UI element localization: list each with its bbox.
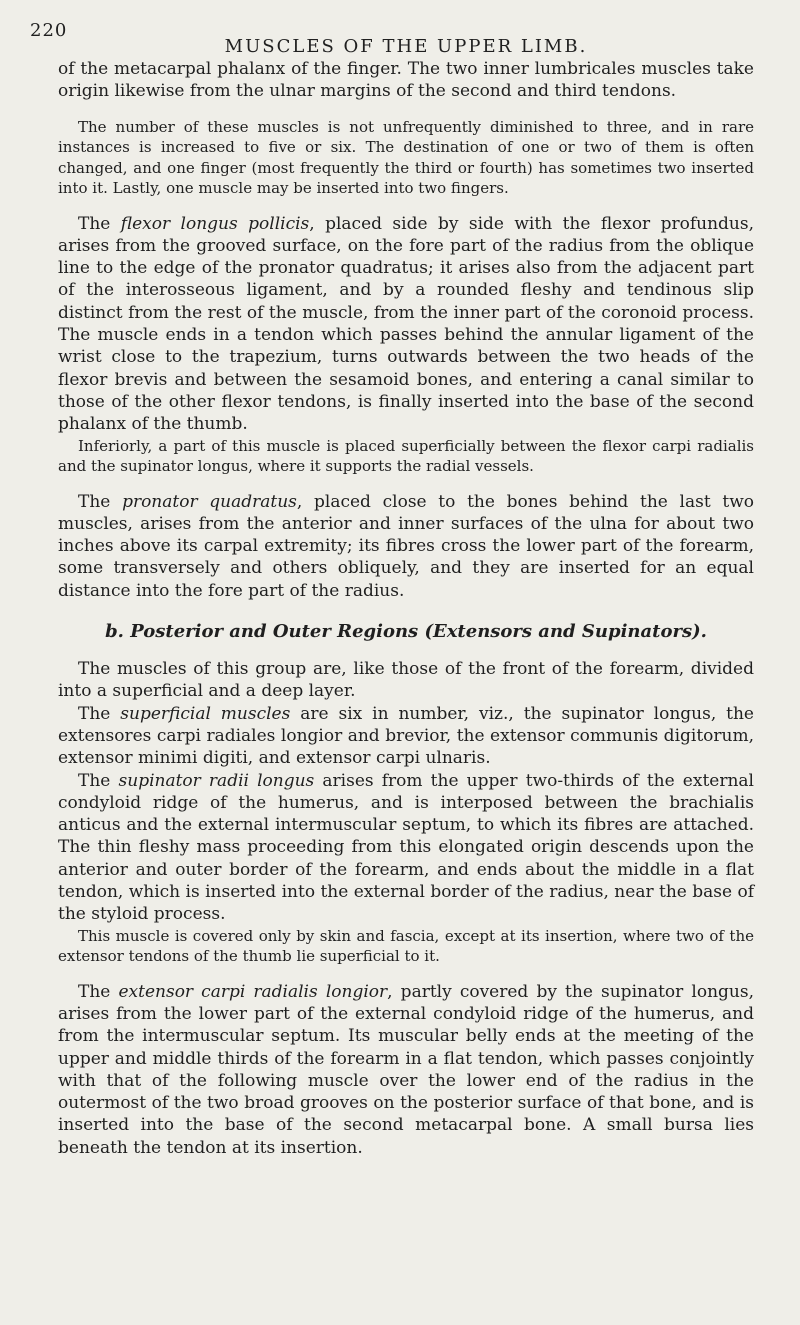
page-number: 220 — [30, 20, 68, 41]
paragraph-text: , placed close to the bones behind the last two muscles, arises from the anterior and inner surfaces of the ulna for about two inches above its carpal extremity; its fibres cross the lower part of the forearm, some transversely and others obliquely, and they are inserted for an equal distance into the fore part of the radius. — [58, 491, 754, 601]
lead-word: The — [78, 491, 111, 512]
paragraph-supinator-covering — [58, 926, 754, 967]
lead-word: The — [78, 703, 111, 724]
paragraph-lumbricales-tendons — [58, 58, 754, 103]
paragraph-lumbricales-variations — [58, 117, 754, 199]
muscle-term: extensor carpi radialis longior — [118, 981, 388, 1002]
paragraph-text: , placed side by side with the flexor profundus, arises from the grooved surface, on the fore part of the radius from the oblique line to the edge of the pronator quadratus; it arises also from the adjacent part of the interosseous ligament, and by a rounded fleshy and tendinous slip distinct from the rest of the muscle, from the inner part of the coronoid process. The muscle ends in a tendon which passes behind the annular ligament of the wrist close to the trapezium, turns outwards between the two heads of the flexor brevis and between the sesamoid bones, and entering a canal similar to those of the other flexor tendons, is finally inserted into the base of the second phalanx of the thumb. — [58, 213, 754, 435]
paragraph-supinator-longus — [58, 770, 754, 926]
paragraph-superficial-muscles — [58, 703, 754, 770]
paragraph-text: This muscle is covered only by skin and fascia, except at its insertion, where two of the extensor tendons of the thumb lie superficial to it. — [58, 926, 754, 966]
paragraph-group-intro — [58, 658, 754, 703]
paragraph-text: , partly covered by the supinator longus, arises from the lower part of the external condyloid ridge of the humerus, and from the intermuscular septum. Its muscular belly ends at the meeting of the upper and middle thirds of the forearm in a flat tendon, which passes conjointly with that of the following muscle over the lower end of the radius in the outermost of the two broad grooves on the posterior surface of that bone, and is inserted into the base of the second metacarpal bone. A small bursa lies beneath the tendon at its insertion. — [58, 981, 754, 1158]
lead-word: The — [78, 770, 111, 791]
paragraph-text: are six in number, viz., the supinator longus, the extensores carpi radiales longior and brevior, the extensor communis digitorum, extensor minimi digiti, and extensor carpi ulnaris. — [58, 703, 754, 769]
running-title: MUSCLES OF THE UPPER LIMB. — [224, 36, 588, 57]
paragraph-flexor-inferiorly — [58, 436, 754, 477]
lead-word: The — [78, 981, 111, 1002]
paragraph-text: arises from the upper two-thirds of the external condyloid ridge of the humerus, and is interposed between the brachialis anticus and the external intermuscular septum, to which its fibres are attached. The thin fleshy mass proceeding from this elongated origin descends upon the anterior and outer border of the forearm, and ends about the middle in a flat tendon, which is inserted into the external border of the radius, near the base of the styloid process. — [58, 770, 754, 925]
paragraph-pronator-quadratus — [58, 491, 754, 602]
running-head — [30, 18, 754, 58]
paragraph-text: The muscles of this group are, like those of the front of the forearm, divided into a superficial and a deep layer. — [58, 659, 754, 702]
section-heading: b. Posterior and Outer Regions (Extensors and Supinators). — [105, 621, 707, 643]
muscle-term: superficial muscles — [120, 703, 291, 724]
muscle-term: flexor longus pollicis — [120, 213, 310, 234]
paragraph-text: Inferiorly, a part of this muscle is placed superficially between the flexor carpi radialis and the supinator longus, where it supports the radial vessels. — [58, 436, 754, 476]
lead-word: The — [78, 213, 111, 234]
paragraph-flexor-longus-pollicis — [58, 213, 754, 436]
paragraph-extensor-carpi-radialis — [58, 981, 754, 1159]
muscle-term: supinator radii longus — [118, 770, 315, 791]
paragraph-text: The number of these muscles is not unfrequently diminished to three, and in rare instances is increased to five or six. The destination of one or two of them is often changed, and one finger (most frequently the third or fourth) has sometimes two inserted into it. Lastly, one muscle may be inserted into two fingers. — [58, 117, 754, 198]
paragraph-text: of the metacarpal phalanx of the finger. The two inner lumbricales muscles take origin likewise from the ulnar margins of the second and third tendons. — [58, 59, 754, 102]
muscle-term: pronator quadratus — [122, 491, 297, 512]
